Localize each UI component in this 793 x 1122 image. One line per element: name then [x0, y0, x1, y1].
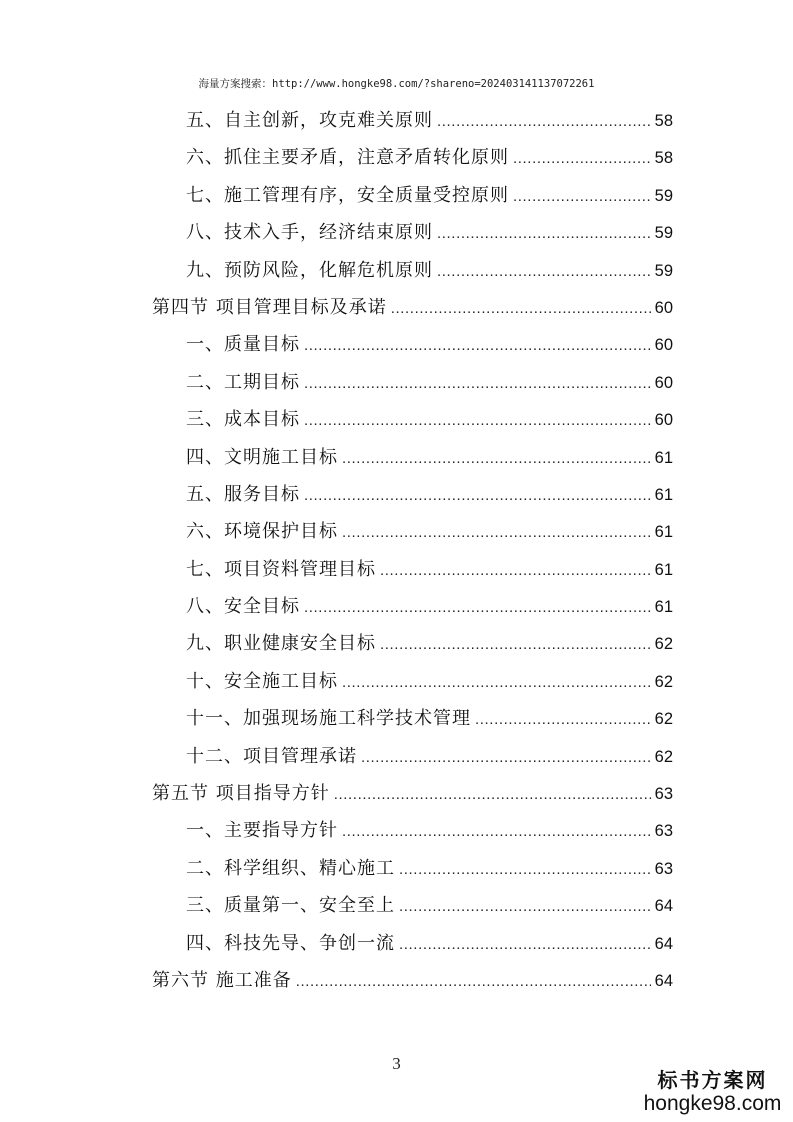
toc-entry-title: 一、主要指导方针: [186, 820, 338, 842]
toc-subsection-entry[interactable]: [152, 925, 673, 962]
toc-entry-title: 九、预防风险，化解危机原则: [186, 259, 433, 281]
toc-dot-leader: [296, 963, 651, 1000]
page-number: 3: [392, 1054, 401, 1073]
toc-subsection-entry[interactable]: [152, 326, 673, 363]
toc-entry-title: 四、科技先导、争创一流: [186, 932, 395, 954]
toc-subsection-entry[interactable]: [152, 139, 673, 176]
toc-subsection-entry[interactable]: [152, 625, 673, 662]
toc-subsection-entry[interactable]: [152, 513, 673, 550]
toc-dot-leader: [304, 327, 651, 364]
toc-dot-leader: [380, 552, 651, 589]
toc-entry-page-number: 62: [654, 747, 673, 766]
toc-dot-leader: [334, 776, 651, 813]
toc-entry-page-number: 63: [654, 785, 673, 804]
toc-entry-page-number: 64: [654, 971, 673, 990]
toc-entry-title: 一、质量目标: [186, 334, 300, 356]
toc-entry-title: 五、自主创新，攻克难关原则: [186, 110, 433, 131]
toc-subsection-entry[interactable]: [152, 214, 673, 251]
toc-entry-title: 三、成本目标: [186, 409, 300, 431]
toc-subsection-entry[interactable]: [152, 364, 673, 401]
toc-dot-leader: [342, 440, 651, 477]
toc-entry-page-number: 64: [654, 897, 673, 916]
toc-subsection-entry[interactable]: [152, 177, 673, 214]
toc-dot-leader: [399, 851, 651, 888]
toc-subsection-entry[interactable]: [152, 102, 673, 139]
toc-entry-page-number: 61: [654, 485, 673, 504]
toc-entry-title: 四、文明施工目标: [186, 446, 338, 468]
toc-entry-page-number: 61: [654, 560, 673, 579]
toc-entry-title: 五、服务目标: [186, 483, 300, 505]
toc-dot-leader: [513, 140, 651, 177]
toc-entry-page-number: 62: [654, 710, 673, 729]
toc-entry-page-number: 61: [654, 598, 673, 617]
toc-subsection-entry[interactable]: [152, 551, 673, 588]
toc-dot-leader: [304, 402, 651, 439]
toc-subsection-entry[interactable]: [152, 439, 673, 476]
toc-dot-leader: [399, 888, 651, 925]
toc-subsection-entry[interactable]: [152, 850, 673, 887]
toc-entry-page-number: 59: [654, 186, 673, 205]
toc-entry-page-number: 63: [654, 822, 673, 841]
toc-dot-leader: [475, 701, 651, 738]
toc-entry-title: 八、安全目标: [186, 596, 300, 618]
toc-dot-leader: [513, 178, 651, 215]
table-of-contents: [152, 102, 673, 999]
toc-dot-leader: [342, 664, 651, 701]
toc-dot-leader: [437, 253, 651, 290]
toc-subsection-entry[interactable]: [152, 887, 673, 924]
toc-entry-page-number: 59: [654, 261, 673, 280]
watermark-title: 标书方案网: [657, 1068, 768, 1092]
toc-section-entry[interactable]: [152, 289, 673, 326]
toc-entry-page-number: 63: [654, 859, 673, 878]
toc-dot-leader: [361, 739, 651, 776]
toc-dot-leader: [399, 926, 651, 963]
toc-entry-title: 二、工期目标: [186, 371, 300, 393]
toc-entry-title: 二、科学组织、精心施工: [186, 857, 395, 879]
toc-dot-leader: [437, 103, 651, 140]
toc-entry-page-number: 61: [654, 523, 673, 542]
toc-entry-title: 七、施工管理有序，安全质量受控原则: [186, 184, 509, 206]
toc-dot-leader: [380, 626, 651, 663]
toc-subsection-entry[interactable]: [152, 252, 673, 289]
toc-entry-page-number: 60: [654, 336, 673, 355]
toc-dot-leader: [342, 813, 651, 850]
toc-subsection-entry[interactable]: [152, 401, 673, 438]
toc-dot-leader: [391, 290, 651, 327]
toc-subsection-entry[interactable]: [152, 700, 673, 737]
toc-entry-page-number: 62: [654, 635, 673, 654]
toc-entry-title: 十、安全施工目标: [186, 670, 338, 692]
toc-dot-leader: [342, 514, 651, 551]
toc-entry-title: 七、项目资料管理目标: [186, 558, 376, 580]
toc-entry-page-number: 60: [654, 373, 673, 392]
toc-entry-page-number: 64: [654, 934, 673, 953]
toc-dot-leader: [304, 365, 651, 402]
toc-subsection-entry[interactable]: [152, 812, 673, 849]
toc-entry-title: 三、质量第一、安全至上: [186, 895, 395, 917]
toc-entry-title: 第四节 项目管理目标及承诺: [152, 296, 387, 318]
toc-entry-page-number: 62: [654, 672, 673, 691]
toc-entry-page-number: 58: [654, 149, 673, 168]
toc-entry-title: 六、环境保护目标: [186, 521, 338, 543]
toc-entry-page-number: 58: [654, 112, 673, 130]
toc-section-entry[interactable]: [152, 962, 673, 999]
toc-dot-leader: [304, 477, 651, 514]
toc-subsection-entry[interactable]: [152, 476, 673, 513]
toc-entry-page-number: 60: [654, 298, 673, 317]
toc-entry-page-number: 61: [654, 448, 673, 467]
toc-subsection-entry[interactable]: [152, 588, 673, 625]
toc-subsection-entry[interactable]: [152, 738, 673, 775]
toc-section-entry[interactable]: [152, 775, 673, 812]
toc-entry-title: 六、抓住主要矛盾，注意矛盾转化原则: [186, 147, 509, 169]
toc-entry-title: 九、职业健康安全目标: [186, 633, 376, 655]
watermark-domain: hongke98.com: [643, 1092, 782, 1115]
toc-entry-title: 八、技术入手，经济结束原则: [186, 222, 433, 244]
toc-entry-title: 十二、项目管理承诺: [186, 745, 357, 767]
toc-entry-title: 第六节 施工准备: [152, 969, 292, 991]
toc-subsection-entry[interactable]: [152, 663, 673, 700]
toc-entry-title: 十一、加强现场施工科学技术管理: [186, 708, 471, 730]
toc-entry-page-number: 59: [654, 224, 673, 243]
toc-dot-leader: [437, 215, 651, 252]
toc-entry-title: 第五节 项目指导方针: [152, 783, 330, 805]
page-header-search-link[interactable]: 海量方案搜索：http://www.hongke98.com/?shareno=202403141137072261: [198, 78, 595, 90]
toc-dot-leader: [304, 589, 651, 626]
toc-entry-page-number: 60: [654, 411, 673, 430]
site-watermark-logo: [640, 1068, 785, 1116]
